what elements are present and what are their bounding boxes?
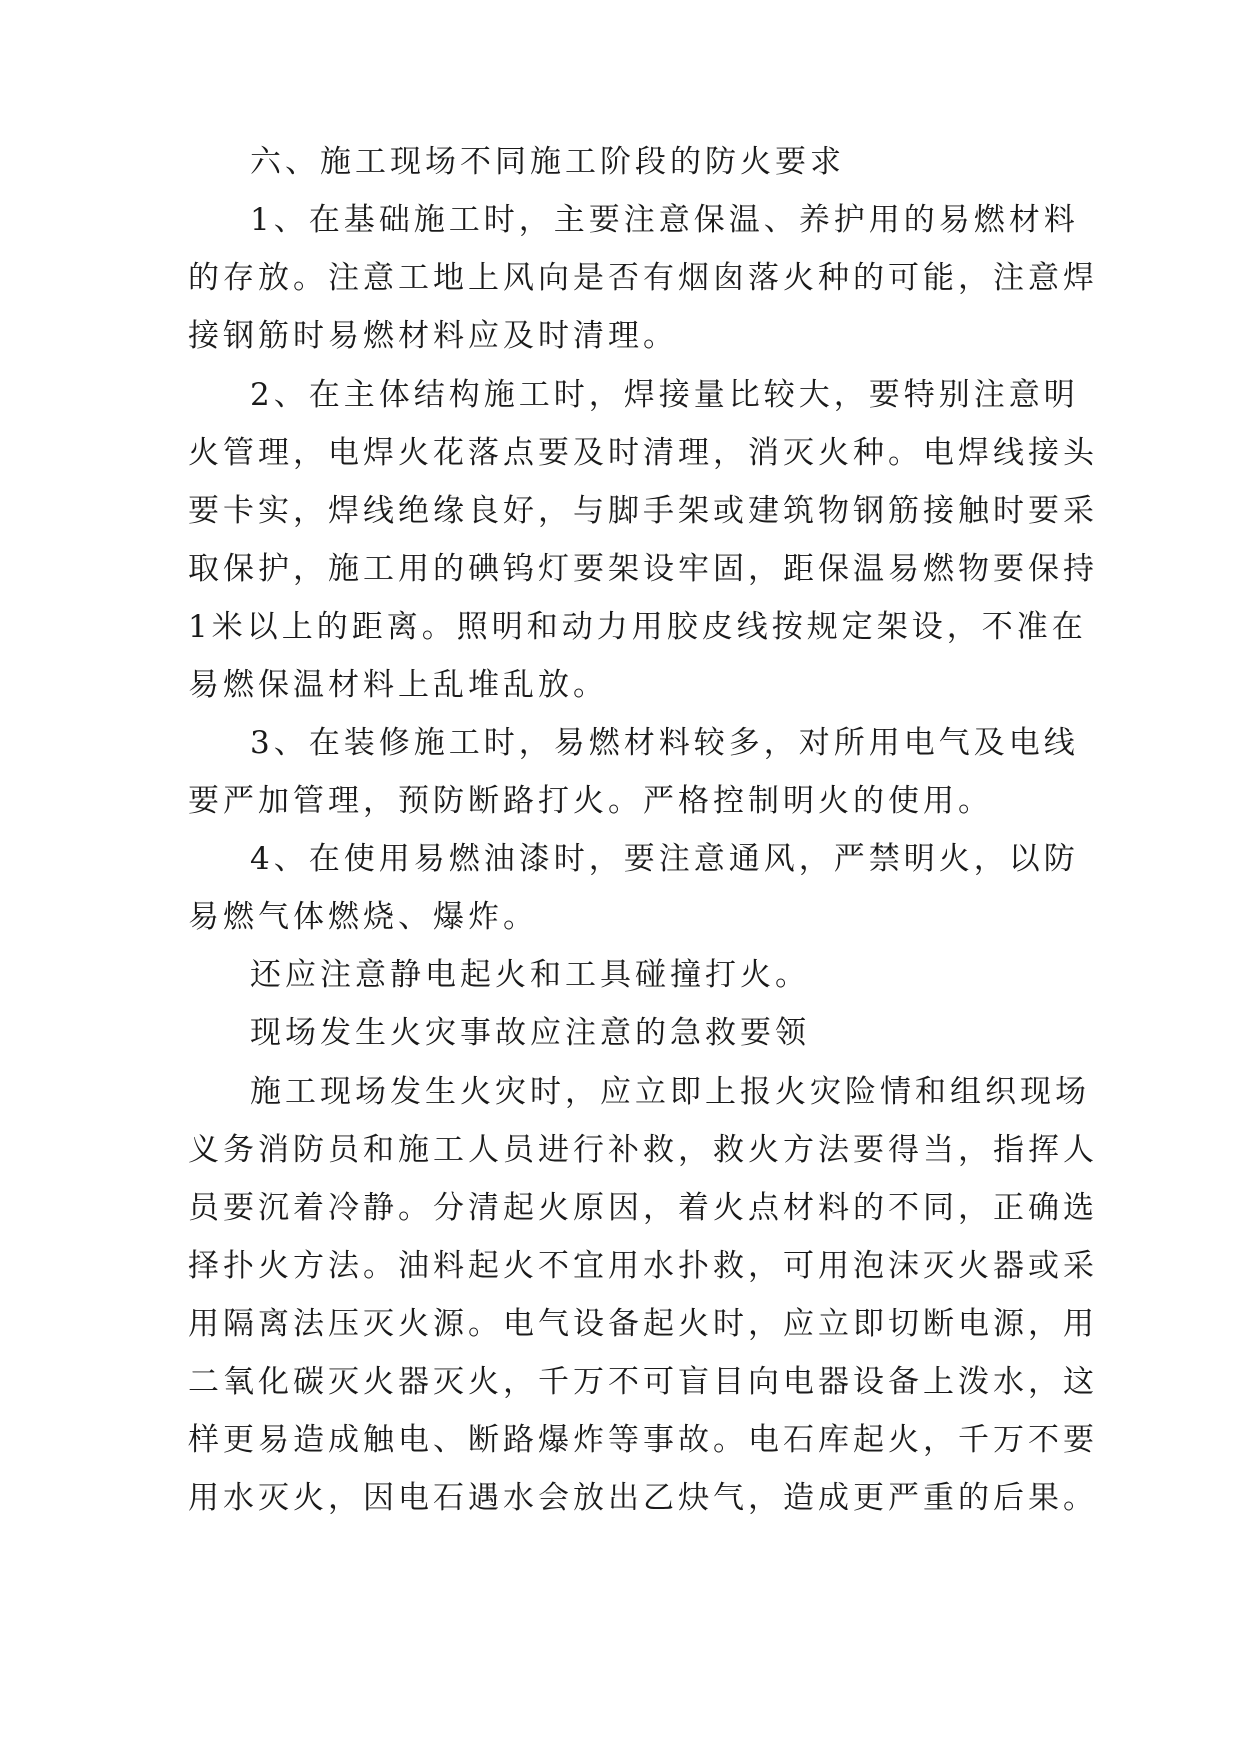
body-line: 二氧化碳灭火器灭火，千万不可盲目向电器设备上泼水，这 — [188, 1364, 1098, 1400]
body-line: 择扑火方法。油料起火不宜用水扑救，可用泡沫灭火器或采 — [188, 1248, 1098, 1284]
body-line: 义务消防员和施工人员进行补救，救火方法要得当，指挥人 — [188, 1132, 1098, 1168]
body-line: 的存放。注意工地上风向是否有烟囱落火种的可能，注意焊 — [188, 260, 1098, 296]
body-line: 1米以上的距离。照明和动力用胶皮线按规定架设，不准在 — [188, 609, 1087, 645]
body-line: 易燃保温材料上乱堆乱放。 — [188, 667, 608, 703]
body-line: 3、在装修施工时，易燃材料较多，对所用电气及电线 — [250, 725, 1079, 761]
section-heading: 六、施工现场不同施工阶段的防火要求 — [250, 144, 845, 180]
body-line: 4、在使用易燃油漆时，要注意通风，严禁明火，以防 — [250, 841, 1079, 877]
body-line: 用水灭火，因电石遇水会放出乙炔气，造成更严重的后果。 — [188, 1480, 1098, 1516]
body-line: 要严加管理，预防断路打火。严格控制明火的使用。 — [188, 783, 993, 819]
body-line: 1、在基础施工时，主要注意保温、养护用的易燃材料 — [250, 202, 1079, 238]
body-line: 施工现场发生火灾时，应立即上报火灾险情和组织现场 — [250, 1074, 1090, 1110]
body-line: 样更易造成触电、断路爆炸等事故。电石库起火，千万不要 — [188, 1422, 1098, 1458]
body-line: 取保护，施工用的碘钨灯要架设牢固，距保温易燃物要保持 — [188, 551, 1098, 587]
body-line: 用隔离法压灭火源。电气设备起火时，应立即切断电源，用 — [188, 1306, 1098, 1342]
body-line: 员要沉着冷静。分清起火原因，着火点材料的不同，正确选 — [188, 1190, 1098, 1226]
body-line: 接钢筋时易燃材料应及时清理。 — [188, 318, 678, 354]
section-heading: 现场发生火灾事故应注意的急救要领 — [250, 1015, 810, 1051]
body-line: 火管理，电焊火花落点要及时清理，消灭火种。电焊线接头 — [188, 435, 1098, 471]
body-line: 易燃气体燃烧、爆炸。 — [188, 899, 538, 935]
body-line: 还应注意静电起火和工具碰撞打火。 — [250, 957, 810, 993]
body-line: 2、在主体结构施工时，焊接量比较大，要特别注意明 — [250, 377, 1079, 413]
body-line: 要卡实，焊线绝缘良好，与脚手架或建筑物钢筋接触时要采 — [188, 493, 1098, 529]
